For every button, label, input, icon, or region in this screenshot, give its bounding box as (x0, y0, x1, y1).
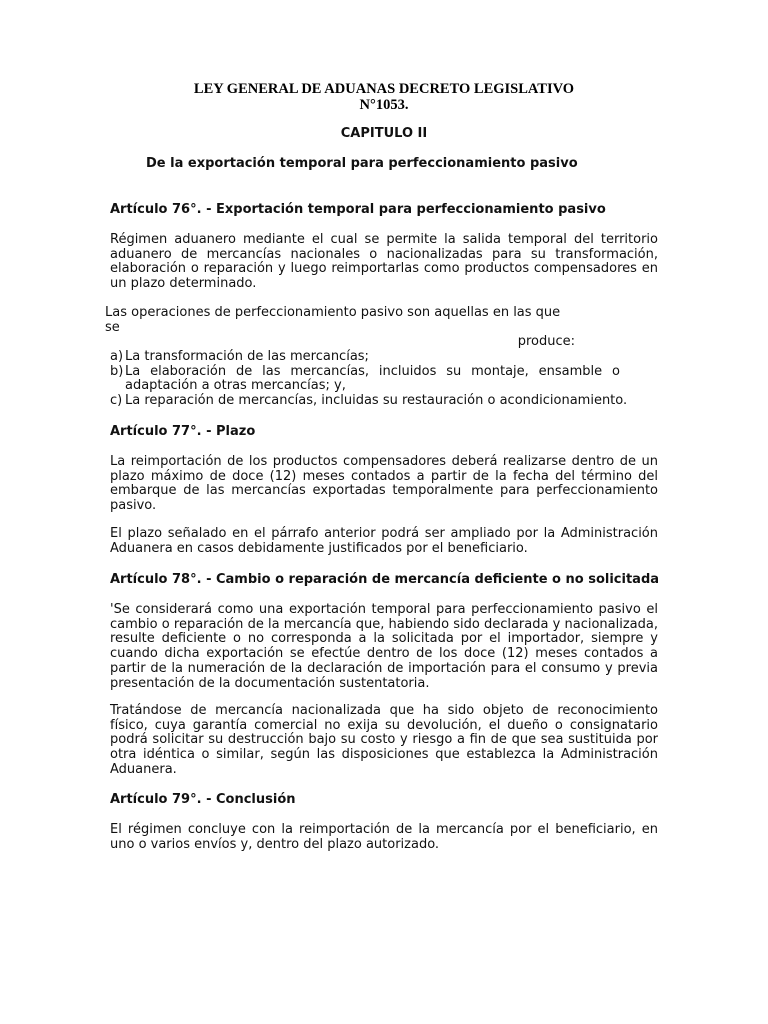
article-78-heading: Artículo 78°. - Cambio o reparación de mercancía deficiente o no solicitada (110, 572, 660, 587)
list-item (110, 393, 628, 409)
article-76-list (110, 349, 628, 409)
document-title (0, 81, 768, 113)
article-77-heading: Artículo 77°. - Plazo (110, 424, 256, 439)
article-79-heading: Artículo 79°. - Conclusión (110, 792, 296, 807)
operations-text: Las operaciones de perfeccionamiento pasivo son aquellas en las que se (105, 305, 561, 335)
article-78-paragraph-2: Tratándose de mercancía nacionalizada que ha sido objeto de reconocimiento físico, cuya garantía comercial no exija su devolución, el dueño o consignatario podrá solicitar su destrucción bajo su costo y riesgo a fin de que sea sustituida por otra idéntica o similar, según las disposiciones que establezca la Administración Aduanera. (110, 703, 658, 777)
list-item (110, 350, 620, 365)
list-item-text: La elaboración de las mercancías, incluidos su montaje, ensamble o adaptación a otras mercancías; y, (125, 363, 620, 394)
list-item-marker: b) (110, 363, 124, 379)
list-item-text: La transformación de las mercancías; (125, 349, 369, 364)
article-76-heading: Artículo 76°. - Exportación temporal para perfeccionamiento pasivo (110, 202, 606, 217)
list-item (110, 365, 620, 394)
section-title: De la exportación temporal para perfeccionamiento pasivo (146, 156, 578, 171)
chapter-heading: CAPITULO II (340, 126, 428, 141)
article-78-paragraph-1: 'Se considerará como una exportación temporal para perfeccionamiento pasivo el cambio o reparación de la mercancía que, habiendo sido declarada y nacionalizada, resulte deficiente o no corresponda a la solicitada por el importador, siempre y cuando dicha exportación se efectúe dentro de los doce (12) meses contados a partir de la numeración de la declaración de importación para el consumo y previa presentación de la documentación sustentatoria. (110, 602, 658, 691)
title-line-2: N°1053. (359, 97, 409, 113)
article-77-paragraph-2: El plazo señalado en el párrafo anterior podrá ser ampliado por la Administración Aduanera en casos debidamente justificados por el beneficiario. (110, 526, 658, 556)
article-77-paragraph-1: La reimportación de los productos compensadores deberá realizarse dentro de un plazo máximo de doce (12) meses contados a partir de la fecha del término del embarque de las mercancías exportadas temporalmente para perfeccionamiento pasivo. (110, 454, 658, 514)
article-76-operations-intro (105, 306, 575, 350)
operations-produce: produce: (517, 334, 575, 350)
list-item-marker: a) (110, 349, 124, 364)
list-item-marker: c) (110, 393, 123, 409)
title-line-1: LEY GENERAL DE ADUANAS DECRETO LEGISLATIVO (193, 81, 575, 97)
article-79-paragraph-1: El régimen concluye con la reimportación de la mercancía por el beneficiario, en uno o varios envíos y, dentro del plazo autorizado. (110, 822, 658, 852)
article-76-paragraph-1: Régimen aduanero mediante el cual se permite la salida temporal del territorio aduanero de mercancías nacionales o nacionalizadas para su transformación, elaboración o reparación y luego reimportarlas como productos compensadores en un plazo determinado. (110, 232, 658, 292)
list-item-text: La reparación de mercancías, incluidas su restauración o acondicionamiento. (125, 393, 628, 409)
